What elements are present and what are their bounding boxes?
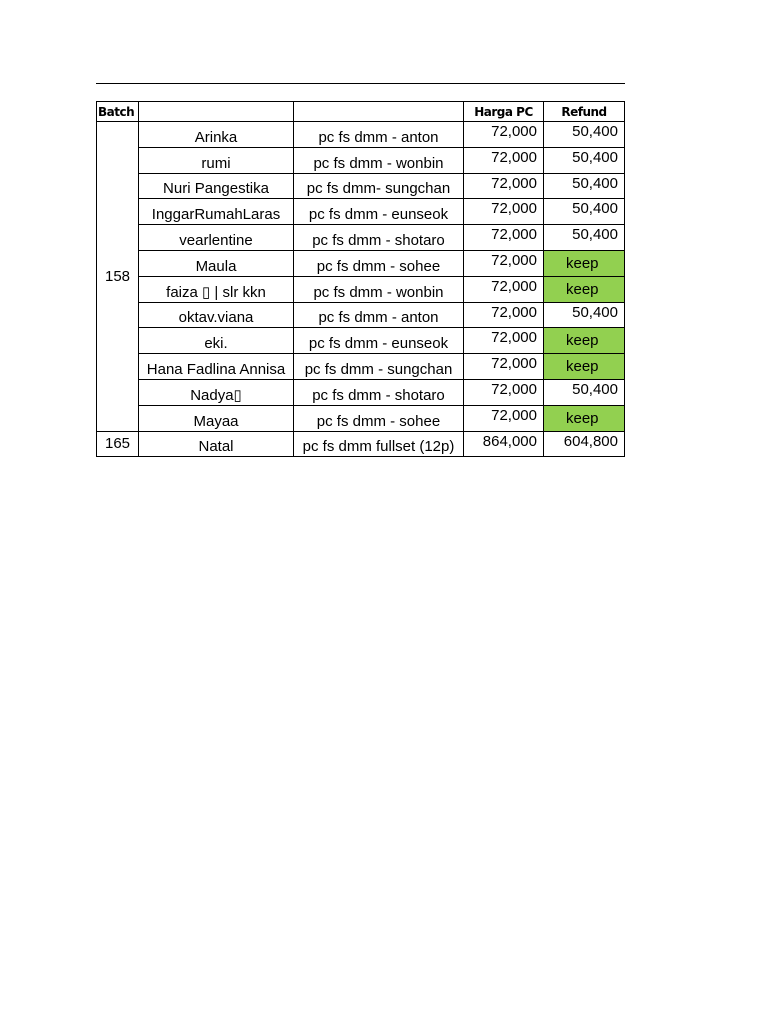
table-row (97, 122, 625, 148)
refund-keep-cell: keep (544, 250, 625, 276)
spreadsheet (96, 83, 625, 457)
price-cell: 72,000 (464, 122, 544, 148)
table-row (97, 250, 625, 276)
refund-cell: 50,400 (544, 199, 625, 225)
price-cell: 72,000 (464, 379, 544, 405)
table-row (97, 225, 625, 251)
table-row (97, 328, 625, 354)
name-cell: Nadya▯ (139, 379, 294, 405)
refund-keep-cell: keep (544, 405, 625, 431)
table-row (97, 379, 625, 405)
name-cell: Nuri Pangestika (139, 173, 294, 199)
refund-keep-cell: keep (544, 276, 625, 302)
price-cell: 864,000 (464, 431, 544, 457)
item-cell: pc fs dmm - shotaro (294, 225, 464, 251)
refund-cell: 50,400 (544, 122, 625, 148)
refund-cell: 50,400 (544, 225, 625, 251)
item-cell: pc fs dmm - wonbin (294, 276, 464, 302)
item-cell: pc fs dmm - wonbin (294, 147, 464, 173)
price-cell: 72,000 (464, 147, 544, 173)
table-row (97, 199, 625, 225)
item-cell: pc fs dmm fullset (12p) (294, 431, 464, 457)
table-row (97, 302, 625, 328)
name-cell: eki. (139, 328, 294, 354)
table-row (97, 354, 625, 380)
table-body (97, 102, 625, 457)
item-cell: pc fs dmm - sohee (294, 405, 464, 431)
refund-cell: 50,400 (544, 302, 625, 328)
price-cell: 72,000 (464, 354, 544, 380)
refund-keep-cell: keep (544, 354, 625, 380)
name-cell: faiza ▯ | slr kkn (139, 276, 294, 302)
price-cell: 72,000 (464, 199, 544, 225)
price-cell: 72,000 (464, 173, 544, 199)
price-cell: 72,000 (464, 276, 544, 302)
header-name (139, 102, 294, 122)
header-refund: Refund (544, 102, 625, 122)
refund-keep-cell: keep (544, 328, 625, 354)
item-cell: pc fs dmm - eunseok (294, 328, 464, 354)
item-cell: pc fs dmm - eunseok (294, 199, 464, 225)
price-cell: 72,000 (464, 250, 544, 276)
header-row (97, 102, 625, 122)
name-cell: Hana Fadlina Annisa (139, 354, 294, 380)
price-cell: 72,000 (464, 225, 544, 251)
refund-cell: 50,400 (544, 147, 625, 173)
header-item (294, 102, 464, 122)
name-cell: rumi (139, 147, 294, 173)
price-cell: 72,000 (464, 328, 544, 354)
table-row (97, 147, 625, 173)
item-cell: pc fs dmm- sungchan (294, 173, 464, 199)
price-cell: 72,000 (464, 405, 544, 431)
top-border-rule (96, 83, 625, 84)
table-row (97, 276, 625, 302)
refund-cell: 50,400 (544, 173, 625, 199)
table-row (97, 405, 625, 431)
price-cell: 72,000 (464, 302, 544, 328)
name-cell: vearlentine (139, 225, 294, 251)
refund-table (96, 101, 625, 457)
table-row (97, 173, 625, 199)
item-cell: pc fs dmm - shotaro (294, 379, 464, 405)
item-cell: pc fs dmm - anton (294, 302, 464, 328)
batch-cell: 165 (97, 431, 139, 457)
name-cell: InggarRumahLaras (139, 199, 294, 225)
name-cell: Natal (139, 431, 294, 457)
header-batch: Batch (97, 102, 139, 122)
refund-cell: 604,800 (544, 431, 625, 457)
batch-cell: 158 (97, 122, 139, 432)
item-cell: pc fs dmm - sungchan (294, 354, 464, 380)
header-price: Harga PC (464, 102, 544, 122)
item-cell: pc fs dmm - anton (294, 122, 464, 148)
refund-cell: 50,400 (544, 379, 625, 405)
name-cell: Maula (139, 250, 294, 276)
table-row (97, 431, 625, 457)
item-cell: pc fs dmm - sohee (294, 250, 464, 276)
name-cell: oktav.viana (139, 302, 294, 328)
name-cell: Arinka (139, 122, 294, 148)
name-cell: Mayaa (139, 405, 294, 431)
